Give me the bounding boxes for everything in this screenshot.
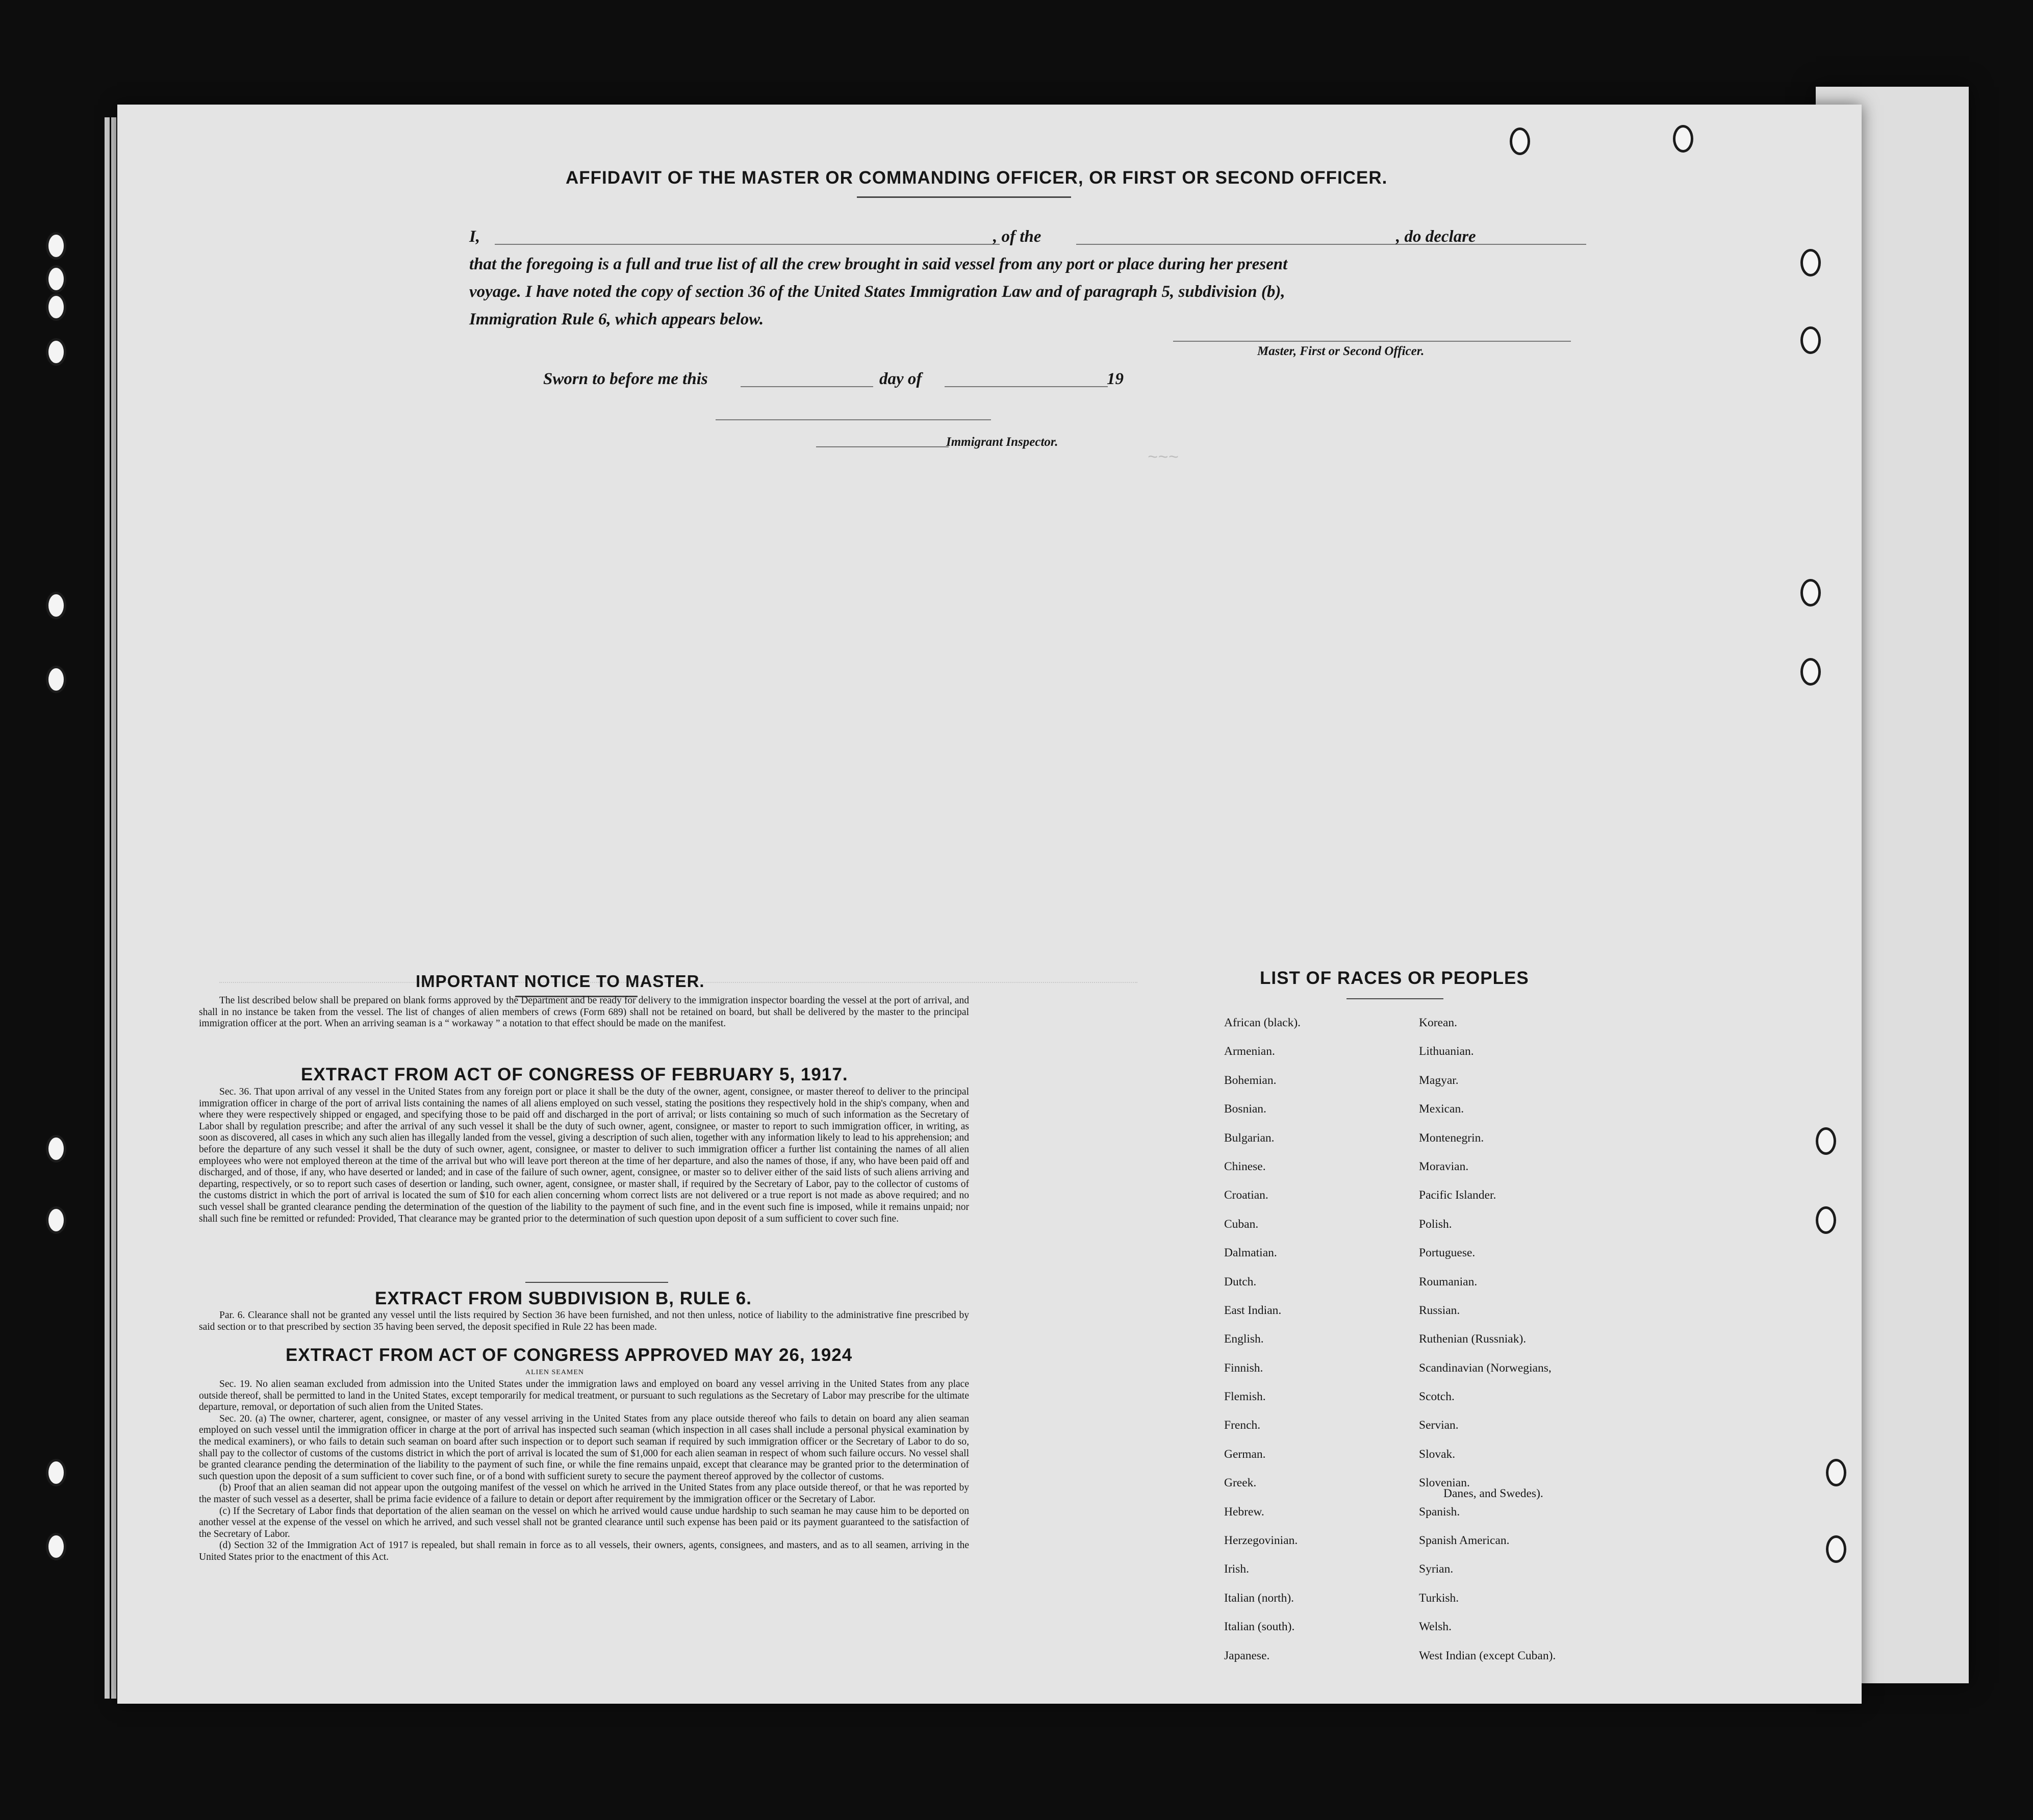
race-name: Servian. [1419, 1419, 1459, 1432]
race-name: Mexican. [1419, 1102, 1464, 1116]
race-row [1224, 1016, 1301, 1045]
race-row [1224, 1419, 1301, 1447]
race-row [1419, 1131, 1556, 1160]
binder-hole [46, 1135, 66, 1162]
race-name: Pacific Islander. [1419, 1189, 1496, 1202]
inspector-line [816, 446, 949, 447]
race-name: Magyar. [1419, 1073, 1459, 1087]
race-name: Syrian. [1419, 1562, 1454, 1576]
race-row [1419, 1275, 1556, 1304]
race-name: French. [1224, 1419, 1261, 1432]
affidavit-of-the: , of the [993, 228, 1041, 246]
race-name: West Indian (except Cuban). [1419, 1649, 1556, 1662]
binder-hole [1800, 249, 1821, 276]
affidavit-line2: that the foregoing is a full and true list of all the crew brought in said vessel from any port or place during her present [469, 255, 1288, 273]
page-edge [105, 117, 110, 1699]
binder-hole [46, 232, 66, 260]
race-name: Dalmatian. [1224, 1246, 1277, 1260]
binder-hole [1673, 125, 1693, 153]
race-name: Italian (north). [1224, 1591, 1294, 1605]
page-edge [111, 117, 116, 1699]
race-row [1224, 1246, 1301, 1275]
affidavit-title: AFFIDAVIT OF THE MASTER OR COMMANDING OFFICER, OR FIRST OR SECOND OFFICER. [566, 168, 1388, 188]
race-row [1224, 1534, 1301, 1562]
race-name: Montenegrin. [1419, 1131, 1484, 1145]
race-row [1224, 1591, 1301, 1620]
binder-hole [1800, 579, 1821, 606]
race-name: Dutch. [1224, 1275, 1257, 1288]
affidavit-line3: voyage. I have noted the copy of section 36 of the United States Immigration Law and of paragraph 5, subdivision (b), [469, 283, 1285, 301]
extract-1917-body: Sec. 36. That upon arrival of any vessel in the United States from any foreign port or place it shall be the duty of the owner, agent, consignee, or master thereof to deliver to the principal immigration officer in charge of the port of arrival lists containing the names of all aliens employed on such vessel, stating the positions they respectively hold in the ship's company, when and where they were respectively shipped or engaged, and specifying those to be paid off and discharged in the port of arrival; or lists containing so much of such information as the Secretary of Labor shall by regulation prescribe; and after the arrival of any such vessel it shall be the duty of such owner, agent, consignee, or master to report to such immigration officer, in writing, as soon as discovered, all cases in which any such alien has illegally landed from the vessel, giving a description of such alien, together with any information likely to lead to his apprehension; and before the departure of any such vessel it shall be the duty of such owner, agent, consignee, or master to deliver to such immigration officer a further list containing the names of all alien employees who were not employed thereon at the time of the arrival but who will leave port thereon at the time of her departure, and also the names of those, if any, who have been paid off and discharged, and of those, if any, who have deserted or landed; and in case of the failure of such owner, agent, consignee, or master so to deliver either of the said lists of such aliens arriving and departing, respectively, or so to report such cases of desertion or landing, such owner, agent, consignee, or master shall, if required by the Secretary of Labor, pay to the collector of customs of the customs district in which the port of arrival is located the sum of $10 for each alien concerning whom correct lists are not delivered or a true report is not made as above required; and no such vessel shall be granted clearance pending the determination of the question of the liability to the payment of such fine, and in the event such fine is imposed, while it remains unpaid; nor shall such fine be remitted or refunded: Provided, That clearance may be granted prior to the determination of such question upon deposit of a sum sufficient to cover such fine. [199, 1086, 969, 1224]
binder-hole [46, 666, 66, 693]
sworn-month-blank [945, 386, 1108, 387]
race-name: Scandinavian (Norwegians, [1419, 1361, 1552, 1375]
race-row [1419, 1160, 1556, 1189]
race-row [1419, 1591, 1556, 1620]
race-row [1419, 1448, 1556, 1476]
race-name: Roumanian. [1419, 1275, 1478, 1288]
race-name: Welsh. [1419, 1620, 1452, 1634]
race-name: English. [1224, 1332, 1264, 1346]
race-name: Ruthenian (Russniak). [1419, 1332, 1527, 1346]
binder-hole [46, 1533, 66, 1560]
race-row [1419, 1361, 1556, 1390]
races-underline [1346, 998, 1443, 999]
race-name: Herzegovinian. [1224, 1534, 1298, 1548]
race-name: Cuban. [1224, 1217, 1259, 1231]
bleed-through-mark: ~~~ [1148, 449, 1179, 468]
race-name: Bosnian. [1224, 1102, 1266, 1116]
race-row [1419, 1102, 1556, 1131]
affidavit-declare: , do declare [1396, 228, 1476, 246]
race-name: Spanish. [1419, 1505, 1460, 1519]
race-row [1419, 1304, 1556, 1332]
affidavit-line4: Immigration Rule 6, which appears below. [469, 310, 764, 328]
race-row [1419, 1189, 1556, 1217]
race-name: Finnish. [1224, 1361, 1263, 1375]
race-row [1419, 1534, 1556, 1562]
binder-hole [1826, 1459, 1846, 1486]
race-name: Slovak. [1419, 1447, 1456, 1461]
race-name: Russian. [1419, 1303, 1460, 1317]
race-row [1224, 1390, 1301, 1419]
document-page [117, 105, 1862, 1704]
races-title: LIST OF RACES OR PEOPLES [1260, 968, 1529, 988]
sworn-text: Sworn to before me this [543, 370, 708, 388]
race-name: Croatian. [1224, 1189, 1268, 1202]
race-row [1224, 1160, 1301, 1189]
race-row [1224, 1505, 1301, 1534]
race-name: Polish. [1419, 1217, 1452, 1231]
race-name: Flemish. [1224, 1390, 1266, 1404]
binder-hole [1826, 1535, 1846, 1563]
race-row [1224, 1218, 1301, 1246]
inspector-line-upper [716, 419, 991, 420]
race-row [1419, 1505, 1556, 1534]
sec-20a: Sec. 20. (a) The owner, charterer, agent, consignee, or master of any vessel arriving in the United States from any place outside thereof who fails to detain on board any alien seaman employed on such vessel until the immigration officer in charge at the port of arrival has inspected such seaman (which inspection in all cases shall include a personal physical examination by the medical examiners), or who fails to detain such seaman on board after such inspection or to deport such seaman if required by such immigration officer or the Secretary of Labor to do so, shall pay to the collector of customs of the customs district in which the port of arrival is located the sum of $1,000 for each alien seaman in respect of whom such failure occurs. No vessel shall be granted clearance pending the determination of the liability to the payment of such fine, or while the fine remains unpaid, except that clearance may be granted prior to the determination of such question upon the deposit of a sum sufficient to cover such fine, or of a bond with sufficient surety to secure the payment thereof approved by the collector of customs. [199, 1413, 969, 1482]
race-name: Portuguese. [1419, 1246, 1476, 1260]
sec-20b: (b) Proof that an alien seaman did not appear upon the outgoing manifest of the vessel on which he arrived in the United States from any place outside thereof, or that he was reported by the master of such vessel as a deserter, shall be prima facie evidence of a failure to detain or deport after requirement by the immigration officer or the Secretary of Labor. [199, 1482, 969, 1505]
binder-hole [1800, 658, 1821, 686]
race-row [1419, 1016, 1556, 1045]
binder-hole [46, 293, 66, 321]
extract-1924-body [199, 1379, 969, 1563]
section-divider [525, 1282, 668, 1283]
race-name: Scotch. [1419, 1390, 1455, 1404]
binder-hole [1800, 326, 1821, 354]
notice-title: IMPORTANT NOTICE TO MASTER. [416, 972, 705, 991]
alien-seamen-subtitle: ALIEN SEAMEN [525, 1369, 585, 1376]
name-blank [495, 244, 1000, 245]
race-row [1224, 1361, 1301, 1390]
race-row [1419, 1620, 1556, 1649]
master-signature-line [1173, 341, 1571, 342]
race-name: Turkish. [1419, 1591, 1459, 1605]
vessel-blank [1076, 244, 1586, 245]
race-name: German. [1224, 1447, 1266, 1461]
title-underline [857, 196, 1071, 198]
sec-19: Sec. 19. No alien seaman excluded from admission into the United States under the immigration laws and employed on board any vessel arriving in the United States from any place outside thereof, shall be permitted to land in the United States, except temporarily for medical treatment, or pursuant to such regulations as the Secretary of Labor may prescribe for the ultimate departure, removal, or deportation of such alien from the United States. [199, 1379, 969, 1413]
binder-hole [1510, 128, 1530, 155]
binder-hole [1816, 1127, 1836, 1155]
race-name: Italian (south). [1224, 1620, 1295, 1634]
race-row [1224, 1102, 1301, 1131]
race-row [1419, 1218, 1556, 1246]
inspector-caption: Immigrant Inspector. [946, 435, 1058, 449]
race-name: Lithuanian. [1419, 1045, 1474, 1058]
extract-rule6-body: Par. 6. Clearance shall not be granted any vessel until the lists required by Section 36 have been furnished, and not then unless, notice of liability to the administrative fine prescribed by said section or to that prescribed by section 35 having been served, the deposit specified in Rule 22 has been made. [199, 1310, 969, 1332]
race-row [1224, 1448, 1301, 1476]
sworn-year: 19 [1107, 370, 1124, 388]
race-row [1224, 1304, 1301, 1332]
race-name: Hebrew. [1224, 1505, 1264, 1519]
race-row [1224, 1562, 1301, 1591]
race-scandinavian-continued: Danes, and Swedes). [1443, 1487, 1543, 1500]
race-row [1419, 1074, 1556, 1102]
race-name: Greek. [1224, 1476, 1257, 1490]
extract-rule6-title: EXTRACT FROM SUBDIVISION B, RULE 6. [375, 1288, 752, 1308]
race-name: Moravian. [1419, 1159, 1469, 1173]
race-row [1224, 1074, 1301, 1102]
master-caption: Master, First or Second Officer. [1257, 344, 1425, 358]
race-name: Irish. [1224, 1562, 1249, 1576]
race-row [1224, 1131, 1301, 1160]
race-row [1419, 1649, 1556, 1678]
race-name: Armenian. [1224, 1045, 1275, 1058]
race-row [1224, 1332, 1301, 1361]
race-name: African (black). [1224, 1016, 1301, 1029]
sworn-day-blank [741, 386, 873, 387]
notice-body: The list described below shall be prepared on blank forms approved by the Department and be ready for delivery to the immigration inspector boarding the vessel at the port of arrival, and shall in no instance be taken from the vessel. The list of changes of alien members of crews (Form 689) shall not be retained on board, but shall be delivered by the master to the principal immigration officer at the port. When an arriving seaman is a “ workaway ” a notation to that effect should be made on the manifest. [199, 995, 969, 1029]
race-row [1224, 1045, 1301, 1073]
binder-hole [46, 1459, 66, 1486]
extract-1924-title: EXTRACT FROM ACT OF CONGRESS APPROVED MAY 26, 1924 [286, 1345, 853, 1365]
binder-hole [46, 592, 66, 619]
binder-hole [46, 338, 66, 366]
race-row [1419, 1332, 1556, 1361]
affidavit-i: I, [469, 228, 480, 246]
extract-1917-title: EXTRACT FROM ACT OF CONGRESS OF FEBRUARY 5, 1917. [301, 1065, 848, 1084]
race-name: Japanese. [1224, 1649, 1270, 1662]
sec-20c: (c) If the Secretary of Labor finds that deportation of the alien seaman on the vessel on which he arrived would cause undue hardship to such seaman he may cause him to be deported on another vessel at the expense of the vessel on which he arrived, and such vessel shall not be granted clearance until such expense has been paid or its payment guaranteed to the satisfaction of the Secretary of Labor. [199, 1505, 969, 1539]
race-name: Bohemian. [1224, 1073, 1277, 1087]
race-name: Slovenian. [1419, 1476, 1470, 1490]
races-left-column [1224, 1016, 1301, 1678]
binder-hole [46, 1206, 66, 1234]
race-name: Korean. [1419, 1016, 1458, 1029]
races-right-column [1419, 1016, 1556, 1678]
race-row [1419, 1562, 1556, 1591]
binder-hole [46, 265, 66, 293]
race-name: Spanish American. [1419, 1534, 1510, 1548]
race-row [1224, 1189, 1301, 1217]
race-name: Bulgarian. [1224, 1131, 1275, 1145]
race-row [1419, 1045, 1556, 1073]
race-name: Chinese. [1224, 1159, 1266, 1173]
race-row [1224, 1275, 1301, 1304]
race-row [1224, 1620, 1301, 1649]
race-name: East Indian. [1224, 1303, 1282, 1317]
binder-hole [1816, 1206, 1836, 1234]
race-row [1419, 1390, 1556, 1419]
race-row [1224, 1476, 1301, 1505]
race-row [1224, 1649, 1301, 1678]
race-row [1419, 1419, 1556, 1447]
sworn-day-of: day of [879, 370, 922, 388]
sec-20d: (d) Section 32 of the Immigration Act of 1917 is repealed, but shall remain in force as to all vessels, their owners, agents, consignees, and masters, and as to all seamen, arriving in the United States prior to the enactment of this Act. [199, 1540, 969, 1562]
race-row [1419, 1246, 1556, 1275]
